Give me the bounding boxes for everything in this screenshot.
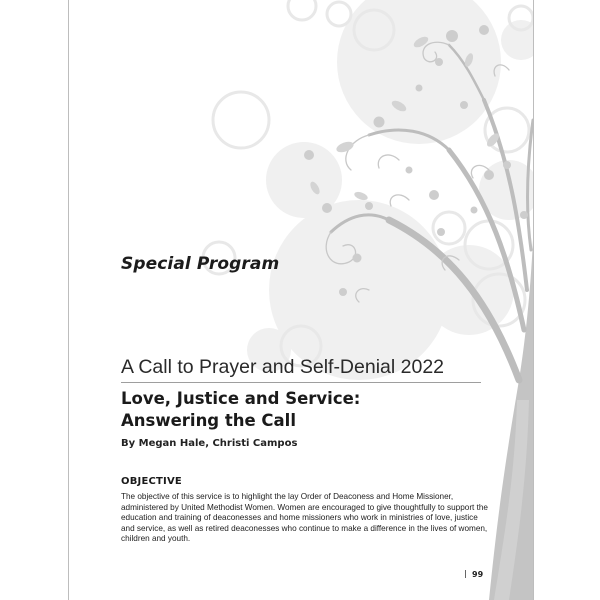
section-heading: OBJECTIVE: [121, 476, 182, 487]
eyebrow-label: Special Program: [121, 254, 280, 274]
title-line-1: Love, Justice and Service:: [121, 389, 361, 408]
byline: By Megan Hale, Christi Campos: [121, 438, 298, 449]
document-page: [68, 0, 534, 600]
page-title: [121, 388, 501, 432]
footer-divider: [465, 570, 466, 578]
page-footer: [465, 570, 483, 579]
title-line-2: Answering the Call: [121, 411, 296, 430]
page-number: 99: [472, 570, 484, 579]
series-title: A Call to Prayer and Self-Denial 2022: [121, 356, 481, 383]
body-paragraph: The objective of this service is to highlight the lay Order of Deaconess and Home Missioner, administered by United Methodist Women. Women are encouraged to give thoughtfully to support the education and training of deaconesses and home missioners who work in ministries of love, justice and service, as well as retired deaconesses who continue to make a difference in the lives of women, children and youth.: [121, 492, 488, 543]
